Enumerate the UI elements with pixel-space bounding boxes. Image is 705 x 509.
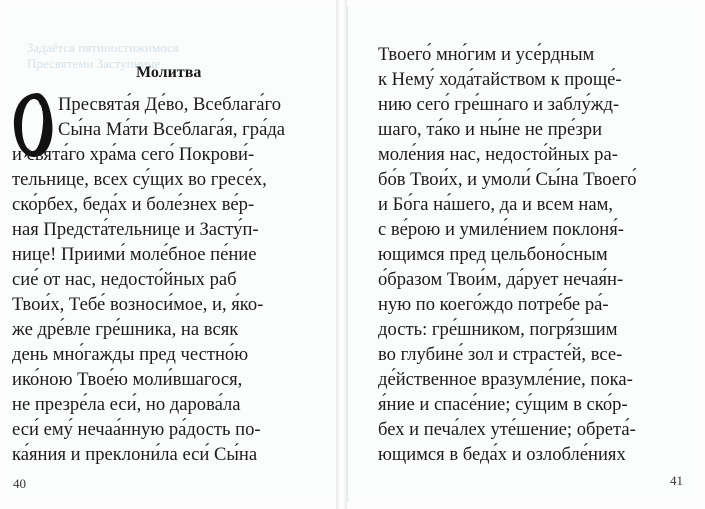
- text-line: я́ние и спасе́ние; су́щим в ско́р-: [378, 394, 628, 415]
- text-line: Твоего́ мно́гим и усе́рдным: [378, 44, 595, 65]
- text-line: Твои́х, Тебе́ возноси́мое, и, я́ко-: [12, 294, 264, 315]
- page-number: 41: [670, 473, 683, 488]
- text-line: Сы́на Ма́ти Всеблага́я, гра́да: [58, 119, 286, 140]
- book-gutter: [336, 0, 347, 509]
- text-line: бех и печа́лех уте́шение; обрета́-: [378, 419, 636, 440]
- text-line: нию сего́ гре́шнаго и заблу́жд-: [378, 94, 620, 115]
- text-line: к Нему́ хода́тайством к проще́-: [378, 69, 622, 90]
- text-line: нице! Приими́ моле́бное пе́ние: [12, 244, 257, 265]
- text-line: де́йственное вразумле́ние, пока-: [378, 369, 633, 390]
- text-line: сие́ от нас, недосто́йных раб: [12, 269, 237, 290]
- text-line: ющимся пред цельбоно́сным: [378, 244, 608, 265]
- text-line: во глубине́ зол и страсте́й, все-: [378, 344, 623, 365]
- text-line: Пресвята́я Де́во, Всеблага́го: [58, 94, 281, 115]
- text-line: с ве́рою и умиле́нием поклоня́-: [378, 219, 624, 240]
- text-line: дость: гре́шником, погря́зшим: [378, 319, 618, 340]
- text-line: ную по коего́ждо потре́бе ра́-: [378, 294, 609, 315]
- text-line: день мно́гажды пред честно́ю: [12, 344, 249, 365]
- text-line: о́бразом Твои́м, да́рует нечая́н-: [378, 269, 624, 290]
- prayer-heading: Молитва: [136, 64, 202, 81]
- text-line: ка́яния и преклони́ла еси́ Сы́на: [12, 444, 258, 465]
- text-line: еси́ ему́ нечаа́нную ра́дость по-: [12, 419, 261, 440]
- show-through-text: Задаётся пятипостижимося: [27, 40, 179, 55]
- text-line: и Бо́га на́шего, да и всем нам,: [378, 194, 614, 215]
- right-page: [347, 6, 700, 502]
- text-line: шаго, та́ко и ны́не не пре́зри: [378, 119, 603, 140]
- left-page: [3, 6, 337, 502]
- text-line: ющимся в беда́х и озлобле́ниях: [378, 444, 626, 465]
- show-through-text: Пресвятеми Заступнице: [27, 56, 161, 71]
- text-line: ско́рбех, беда́х и боле́знех ве́р-: [12, 194, 255, 215]
- text-line: моле́ния нас, недосто́йных ра-: [378, 144, 618, 165]
- text-line: не презре́ла еси́, но дарова́ла: [12, 394, 241, 415]
- text-line: же дре́вле гре́шника, на всяк: [12, 319, 239, 340]
- text-line: и свята́го хра́ма сего́ Покрови́-: [12, 144, 255, 165]
- page-number: 40: [13, 476, 26, 491]
- text-line: ная Предста́тельнице и Засту́п-: [12, 219, 259, 240]
- text-line: бо́в Твои́х, и умоли́ Сы́на Твоего́: [378, 169, 637, 190]
- text-line: тельнице, всех су́щих во гресе́х,: [12, 169, 267, 190]
- text-line: ико́ною Твое́ю моли́вшагося,: [12, 369, 243, 390]
